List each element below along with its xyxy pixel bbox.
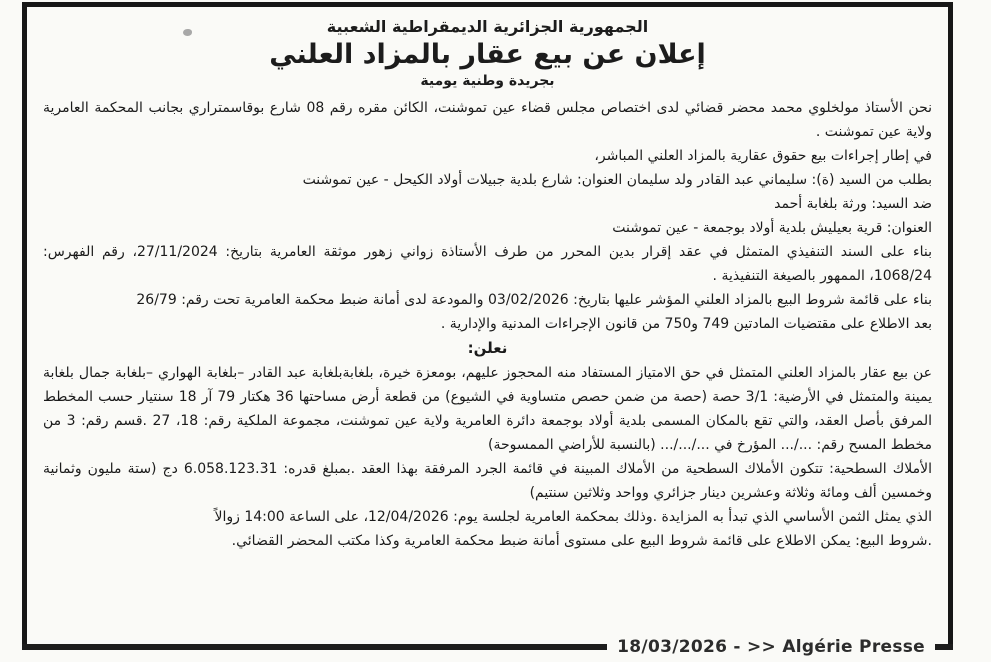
notice-body <box>43 96 932 553</box>
republic-heading: الجمهورية الجزائرية الديمقراطية الشعبية <box>326 17 649 36</box>
notice-paragraph-bailiff: نحن الأستاذ مولخلوي محمد محضر قضائي لدى اختصاص مجلس قضاء عين تموشنت، الكائن مقره رقم 08 شارع بوقاسمتراري بجانب المحكمة العامرية ولاية عين تموشنت . <box>43 100 933 140</box>
footer <box>22 636 953 658</box>
footer-rule-end <box>935 644 953 650</box>
notice-paragraph-procedure: في إطار إجراءات بيع حقوق عقارية بالمزاد العلني المباشر، <box>594 148 932 164</box>
announce-heading: نعلن: <box>467 339 508 357</box>
notice-paragraph-legal-articles: بعد الاطلاع على مقتضيات المادتين 749 و750 من قانون الإجراءات المدنية والإدارية . <box>440 316 932 332</box>
notice-paragraph-defendant: ضد السيد: ورثة بلغابة أحمد <box>774 196 932 212</box>
notice-border-box <box>22 2 953 648</box>
announcement-paragraph-surface-assets: الأملاك السطحية: تتكون الأملاك السطحية من الأملاك المبينة في قائمة الجرد المرفقة بهذا العقد .بمبلغ قدره: 6.058.123.31 دج (ستة مليون وثمانية وخمسين ألف ومائة وثلاثة وعشرين دينار جزائري وواحد وثلاثين سنتيم) <box>43 461 933 501</box>
footer-date-source: 18/03/2026 - >> Algérie Presse <box>617 637 925 657</box>
notice-title: إعلان عن بيع عقار بالمزاد العلني <box>269 39 706 70</box>
notice-paragraph-executive-deed: بناء على السند التنفيذي المتمثل في عقد إقرار بدين المحرر من طرف الأستاذة زواني زهور موثقة العامرية بتاريخ: 27/11/2024، رقم الفهرس: 1068/24، الممهور بالصيغة التنفيذية . <box>43 244 932 284</box>
notice-paragraph-requester: بطلب من السيد (ة): سليماني عبد القادر ولد سليمان العنوان: شارع بلدية جبيلات أولاد الكيحل - عين تموشنت <box>302 172 932 188</box>
notice-paragraph-address: العنوان: قرية بعيليش بلدية أولاد بوجمعة - عين تموشنت <box>612 220 932 236</box>
notice-paragraph-sale-conditions: بناء على قائمة شروط البيع بالمزاد العلني المؤشر عليها بتاريخ: 03/02/2026 والمودعة لدى أمانة ضبط محكمة العامرية تحت رقم: 26/79 <box>136 292 932 308</box>
announcement-paragraph-terms: .شروط البيع: يمكن الاطلاع على قائمة شروط البيع على مستوى أمانة ضبط محكمة العامرية وكذا مكتب المحضر القضائي. <box>231 533 932 549</box>
announcement-paragraph-session-date: الذي يمثل الثمن الأساسي الذي تبدأ به المزايدة .وذلك بمحكمة العامرية لجلسة يوم: 12/04/2026، على الساعة 14:00 زوالاً <box>214 509 932 525</box>
footer-rule <box>22 644 607 650</box>
notice-subtitle: بجريدة وطنية يومية <box>420 73 555 89</box>
notice-header <box>43 17 932 89</box>
announcement-paragraph-property: عن بيع عقار بالمزاد العلني المتمثل في حق الامتياز المستفاد منه المحجوز عليهم، بومعزة خيرة، بلغابةبلغابة عبد القادر –بلغابة الهواري –بلغابة جمال بلغابة يمينة والمتمثل في الأرضية: 3/1 حصة (حصة من ضمن حصص متساوية في الشيوع) من قطعة أرض مساحتها 36 هكتار 79 آر 18 سنتيار حسب المخطط المرفق بأصل العقد، والتي تقع بالمكان المسمى بلدية أولاد بوجمعة دائرة العامرية ولاية عين تموشنت، مجموعة الملكية رقم: 18، 27 .قسم رقم: 3 من مخطط المسح رقم: .../... المؤرخ في .../.../... (بالنسبة للأراضي الممسوحة) <box>43 365 933 453</box>
